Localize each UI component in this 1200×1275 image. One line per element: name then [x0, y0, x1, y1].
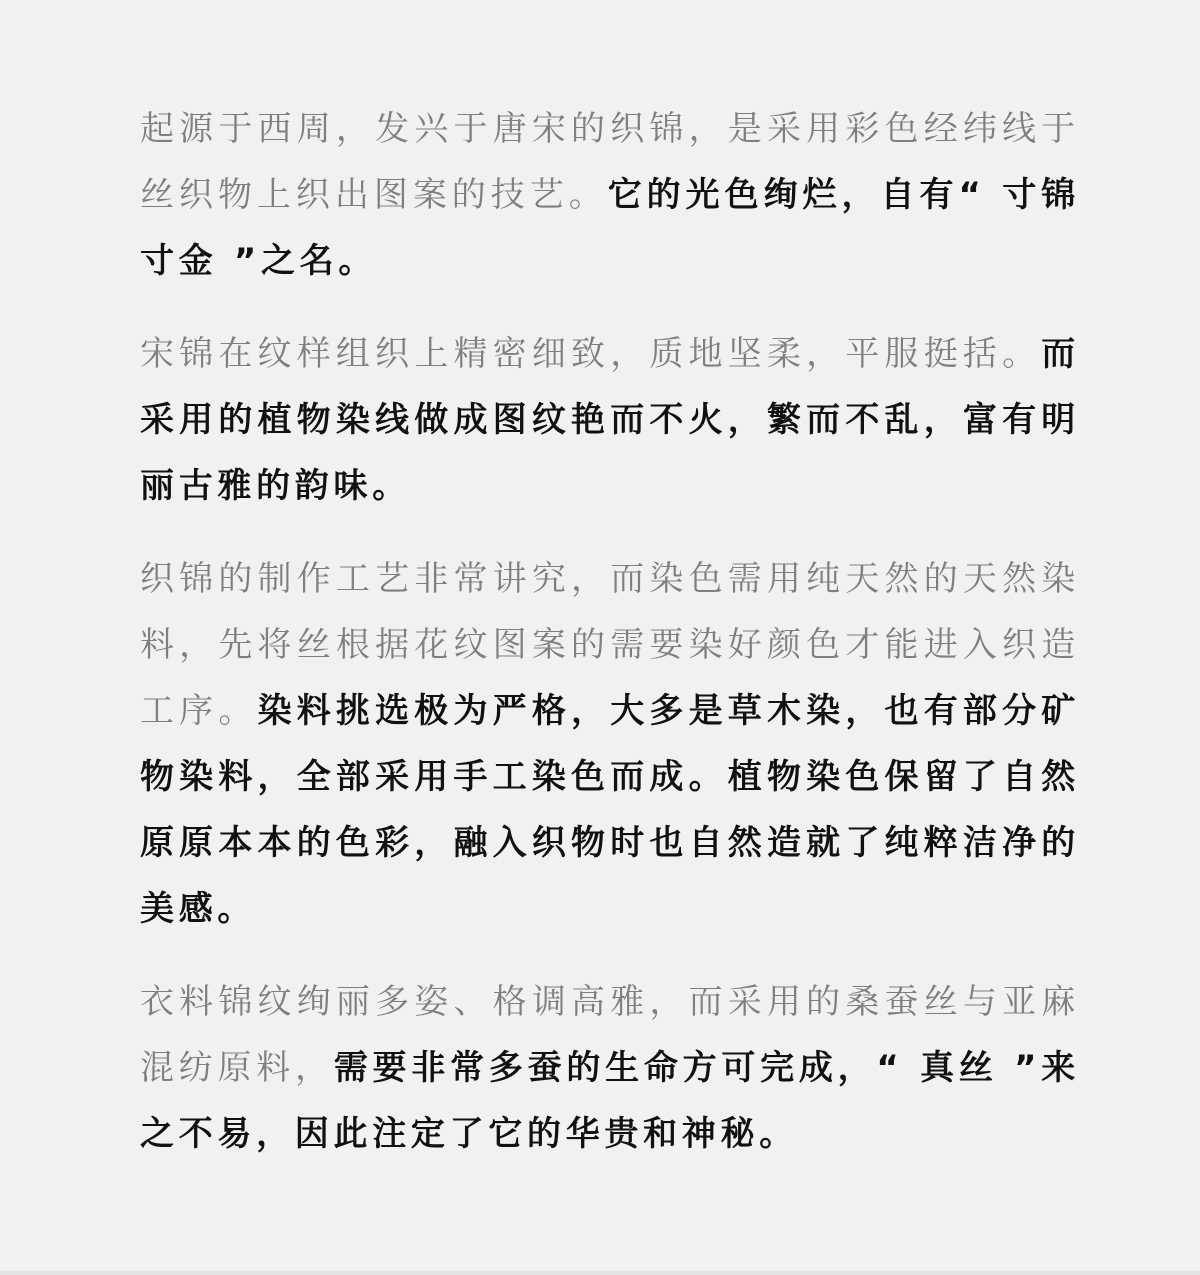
paragraph-silk-fabric: [140, 969, 1080, 1167]
paragraph-dyeing-craft-intro: 织锦的制作工艺非常讲究，而染色需用纯天然的天然染料，先将丝根据花纹图案的需要染好颜色才能进入织造工序。: [140, 559, 1080, 731]
paragraph-song-brocade-intro: 宋锦在纹样组织上精密细致，质地坚柔，平服挺括。: [140, 334, 1042, 374]
paragraph-song-brocade-emphasis: 而采用的植物染线做成图纹艳而不火，繁而不乱，富有明丽古雅的韵味。: [140, 334, 1080, 506]
bottom-divider: [0, 1271, 1200, 1275]
article-body: [140, 96, 1080, 1194]
paragraph-dyeing-craft-emphasis: 染料挑选极为严格，大多是草木染，也有部分矿物染料，全部采用手工染色而成。植物染色保留了自然原原本本的色彩，融入织物时也自然造就了纯粹洁净的美感。: [140, 691, 1080, 929]
paragraph-silk-fabric-emphasis: 需要非常多蚕的生命方可完成，“ 真丝 ”来之不易，因此注定了它的华贵和神秘。: [140, 1048, 1080, 1154]
paragraph-origin-emphasis: 它的光色绚烂，自有“ 寸锦寸金 ”之名。: [140, 175, 1080, 281]
paragraph-song-brocade: [140, 321, 1080, 519]
paragraph-origin: [140, 96, 1080, 294]
paragraph-silk-fabric-intro: 衣料锦纹绚丽多姿、格调高雅，而采用的桑蚕丝与亚麻混纺原料，: [140, 982, 1080, 1088]
paragraph-origin-intro: 起源于西周，发兴于唐宋的织锦，是采用彩色经纬线于丝织物上织出图案的技艺。: [140, 109, 1080, 215]
paragraph-dyeing-craft: [140, 546, 1080, 942]
